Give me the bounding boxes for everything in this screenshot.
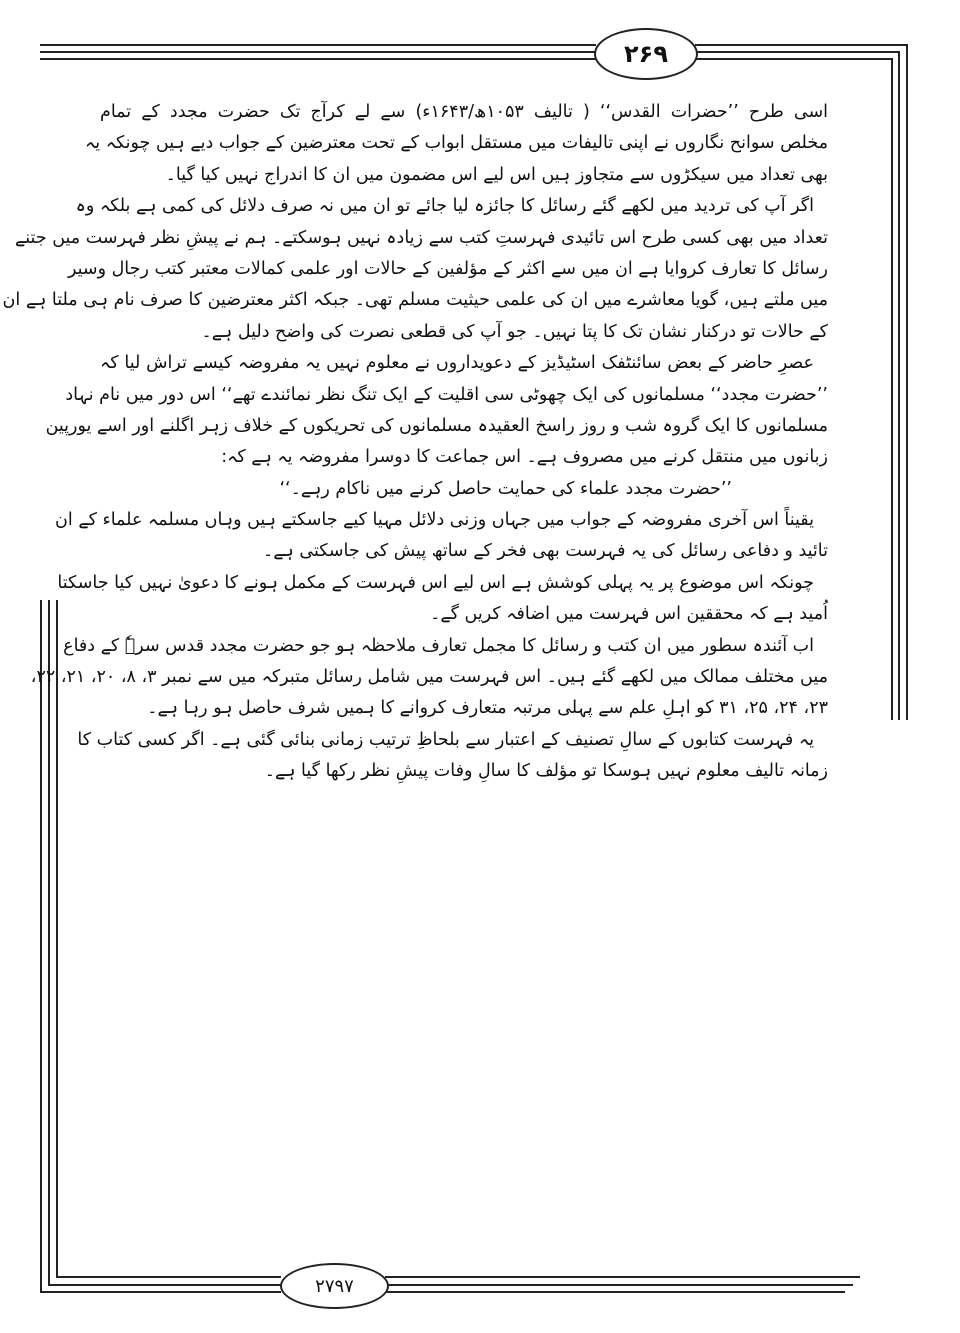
frame-bottom-right-line-2 (385, 1284, 853, 1286)
frame-top-line-1 (40, 44, 596, 46)
frame-left-line-1 (40, 600, 42, 1292)
text-line: مسلمانوں کا ایک گروہ شب و روز راسخ العقیدہ مسلمانوں کی تحریکوں کے خلاف زہر اگلنے اور اسے یورپین (45, 415, 828, 436)
text-line: زمانہ تالیف معلوم نہیں ہوسکا تو مؤلف کا سالِ وفات پیشِ نظر رکھا گیا ہے۔ (264, 761, 828, 782)
frame-bottom-line-2 (48, 1284, 281, 1286)
text-line: عصرِ حاضر کے بعض سائنٹفک اسٹیڈیز کے دعویداروں نے معلوم نہیں یہ مفروضہ کیسے تراش لیا کہ (100, 353, 814, 374)
text-line: میں ملتے ہیں، گویا معاشرے میں ان کی علمی حیثیت مسلم تھی۔ جبکہ اکثر معترضین کا صرف نام ہی ملتا ہے ان (2, 290, 828, 311)
text-line: رسائل کا تعارف کروایا ہے ان میں سے اکثر کے مؤلفین کے حالات اور علمی کمالات معتبر کتب رجال وسیر (67, 258, 828, 279)
text-line: ’’حضرت مجدد‘‘ مسلمانوں کی ایک چھوٹی سی اقلیت کے ایک تنگ نظر نمائندے تھے‘‘ اس دور میں نام نہاد (65, 384, 828, 405)
page-number-badge (594, 28, 698, 80)
frame-left-line-3 (56, 600, 58, 1277)
footer-page-mark: ۲۷۹۷ (315, 1275, 354, 1297)
text-line: یہ فہرست کتابوں کے سالِ تصنیف کے اعتبار سے بلحاظِ ترتیب زمانی بنائی گئی ہے۔ اگر کسی کتاب کا (77, 729, 814, 750)
body-text (2, 97, 828, 788)
text-line: زبانوں میں منتقل کرنے میں مصروف ہے۔ اس جماعت کا دوسرا مفروضہ یہ ہے کہ: (221, 447, 828, 468)
text-line: یقیناً اس آخری مفروضہ کے جواب میں جہاں وزنی دلائل مہیا کیے جاسکتے ہیں وہاں مسلمہ علماء کے ان (55, 510, 814, 531)
frame-right-line-2 (898, 51, 900, 720)
text-line: تعداد میں بھی کسی طرح اس تائیدی فہرستِ کتب سے زیادہ نہیں ہوسکتے۔ ہم نے پیشِ نظر فہرست میں جتنے (15, 227, 828, 248)
frame-top-right-line-2 (695, 51, 900, 53)
text-line: مخلص سوانح نگاروں نے اپنی تالیفات میں مستقل ابواب کے تحت معترضین کے جواب دیے ہیں چونکہ یہ (85, 133, 828, 154)
frame-top-right-line-1 (695, 44, 908, 46)
frame-top-right-line-3 (695, 58, 893, 60)
text-line: میں مختلف ممالک میں لکھے گئے ہیں۔ اس فہرست میں شامل رسائل متبرکہ میں سے نمبر ۳، ۸، ۲۰، ۲۱، ۲۲، (30, 667, 828, 688)
text-line: اب آئندہ سطور میں ان کتب و رسائل کا مجمل تعارف ملاحظہ ہو جو حضرت مجدد قدس سرہٗ کے دفاع (63, 635, 814, 656)
text-line: چونکہ اس موضوع پر یہ پہلی کوشش ہے اس لیے اس فہرست کے مکمل ہونے کا دعویٰ نہیں کیا جاسکتا (57, 572, 814, 593)
frame-bottom-right-line-1 (385, 1276, 860, 1278)
frame-right-line-3 (891, 58, 893, 720)
frame-bottom-line-3 (40, 1291, 281, 1293)
text-line: تائید و دفاعی رسائل کی یہ فہرست بھی فخر کے ساتھ پیش کی جاسکتی ہے۔ (263, 541, 828, 562)
text-line: ۲۳، ۲۴، ۲۵، ۳۱ کو اہلِ علم سے پہلی مرتبہ متعارف کروانے کا ہمیں شرف حاصل ہو رہا ہے۔ (147, 698, 828, 719)
frame-left-line-2 (48, 600, 50, 1284)
text-line: اسی طرح ’’حضرات القدس‘‘ ( تالیف ۱۰۵۳ھ/۱۶۴۳ء) سے لے کرآج تک حضرت مجدد کے تمام (100, 102, 828, 122)
frame-top-line-3 (40, 58, 596, 60)
text-line: اُمید ہے کہ محققین اس فہرست میں اضافہ کریں گے۔ (430, 604, 828, 625)
frame-top-line-2 (40, 51, 596, 53)
page-number: ۲۶۹ (624, 40, 668, 68)
text-line: ’’حضرت مجدد علماء کی حمایت حاصل کرنے میں ناکام رہے۔‘‘ (279, 478, 732, 499)
frame-right-line-1 (906, 44, 908, 720)
text-line: اگر آپ کی تردید میں لکھے گئے رسائل کا جائزہ لیا جائے تو ان میں نہ صرف دلائل کی کمی ہے بلکہ وہ (75, 196, 814, 217)
text-line: بھی تعداد میں سیکڑوں سے متجاوز ہیں اس لیے اس مضمون میں ان کا اندراج نہیں کیا گیا۔ (165, 164, 828, 185)
footer-badge (280, 1263, 389, 1309)
text-line: کے حالات تو درکنار نشان تک کا پتا نہیں۔ جو آپ کی قطعی نصرت کی واضح دلیل ہے۔ (201, 321, 828, 342)
frame-bottom-line-1 (56, 1276, 281, 1278)
frame-bottom-right-line-3 (385, 1291, 845, 1293)
